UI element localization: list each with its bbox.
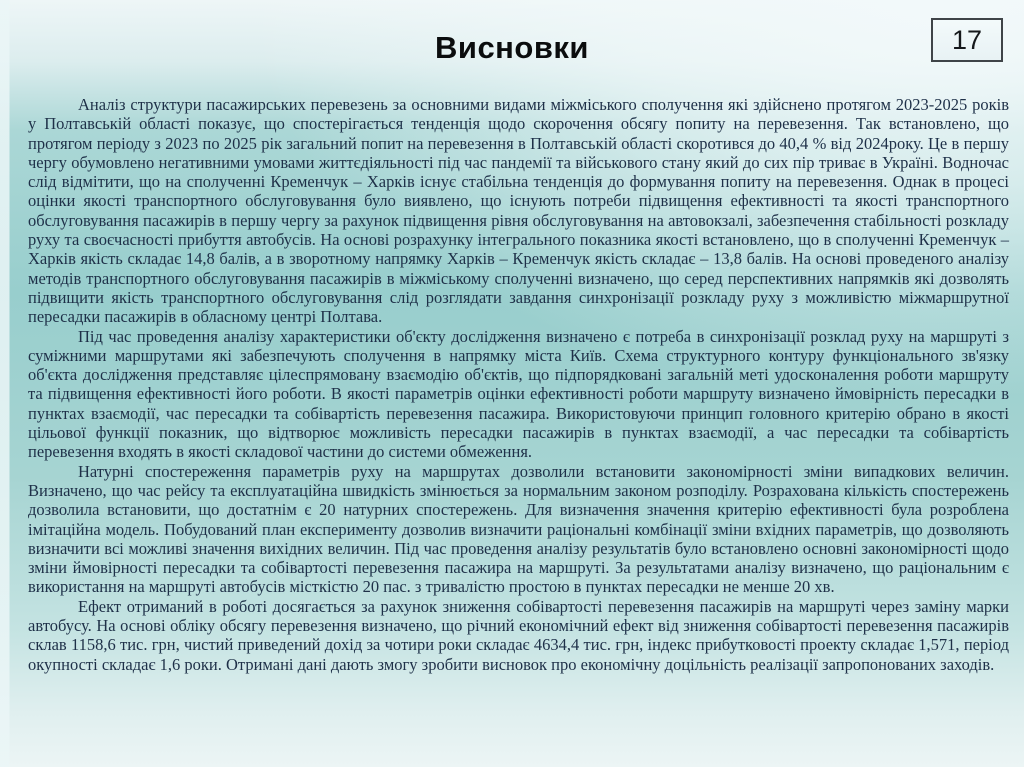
- paragraph-economic-effect: Ефект отриманий в роботі досягається за рахунок зниження собівартості перевезення пасажирів на маршруті через заміну марки автобусу. На основі обліку обсягу перевезення визначено, що річний економічний ефект від зниження собівартості перевезення пасажирів склав 1158,6 тис. грн, чистий приведений дохід за чотири роки складає 4634,4 тис. грн, індекс прибутковості проекту складає 1,571, період окупності складає 1,6 роки. Отримані дані дають змогу зробити висновок про економічну доцільність реалізації запропонованих заходів.: [28, 596, 1009, 674]
- page-number: 17: [951, 24, 983, 55]
- paragraph-object-characteristics: Під час проведення аналізу характеристики об'єкту дослідження визначено є потреба в синхронізації розклад руху на маршруті з суміжними маршрутами які забезпечують сполучення в напрямку міста Київ. Схема структурного контуру функціонального зв'язку об'єкта дослідження представляє цілеспрямовану взаємодію об'єктів, що підпорядковані загальній меті удосконалення роботи маршруту та підвищення ефективності його роботи. В якості параметрів оцінки ефективності роботи маршруту визначено ймовірність пересадки в пунктах взаємодії, час пересадки та собівартість перевезення пасажира. Використовуючи принцип головного критерію обрано в якості цільової функції показник, що відтворює можливість пересадки пасажирів в пунктах взаємодії, а час пересадки та собівартість перевезення входять в якості складової частини до системи обмеження.: [28, 326, 1009, 462]
- paragraph-field-observations: Натурні спостереження параметрів руху на маршрутах дозволили встановити закономірності зміни випадкових величин. Визначено, що час рейсу та експлуатаційна швидкість змінюється за нормальним законом розподілу. Розрахована кількість спостережень дозволила встановити, що достатнім є 20 натурних спостережень. Для визначення значення критерію ефективності була розроблена імітаційна модель. Побудований план експерименту дозволив визначити раціональні комбінації зміни вхідних параметрів, що дозволяють визначити всі можливі значення вихідних величин. Під час проведення аналізу результатів було встановлено основні закономірності щодо зміни ймовірності пересадки та собівартості перевезення пасажира на маршруті. За результатами аналізу визначено, що раціональним є використання на маршруті автобусів місткістю 20 пас. з тривалістю простою в пунктах пересадки не менше 20 хв.: [28, 461, 1009, 597]
- slide-title: Висновки: [435, 30, 589, 65]
- slide-body-text: [28, 95, 1009, 674]
- paragraph-analysis-structure: Аналіз структури пасажирських перевезень за основними видами міжміського сполучення які здійснено протягом 2023-2025 років у Полтавській області показує, що спостерігається тенденція щодо скорочення обсягу попиту на перевезення. Так встановлено, що протягом періоду з 2023 по 2025 рік загальний попит на перевезення в Полтавській області скоротився до 40,4 % від 2024року. Це в першу чергу обумовлено негативними умовами життєдіяльності під час пандемії та військового стану який до сих пір триває в Україні. Водночас слід відмітити, що на сполученні Кременчук – Харків існує стабільна тенденція до формування попиту на перевезення. Однак в процесі оцінки якості транспортного обслуговування було виявлено, що існують потреби підвищення ефективності та якості транспортного обслуговування пасажирів в першу чергу за рахунок підвищення рівня обслуговування на автовокзалі, забезпечення стабільності розкладу руху та своєчасності прибуття автобусів. На основі розрахунку інтегрального показника якості встановлено, що в сполученні Кременчук – Харків якість складає 14,8 балів, а в зворотному напрямку Харків – Кременчук якість складає – 13,8 балів. На основі проведеного аналізу методів транспортного обслуговування пасажирів в міжміському сполученні визначено, що серед перспективних напрямків які дозволять підвищити якість транспортного обслуговування слід розглядати завдання синхронізації розкладу руху з можливістю міжмаршрутної пересадки пасажирів в обласному центрі Полтава.: [28, 95, 1009, 327]
